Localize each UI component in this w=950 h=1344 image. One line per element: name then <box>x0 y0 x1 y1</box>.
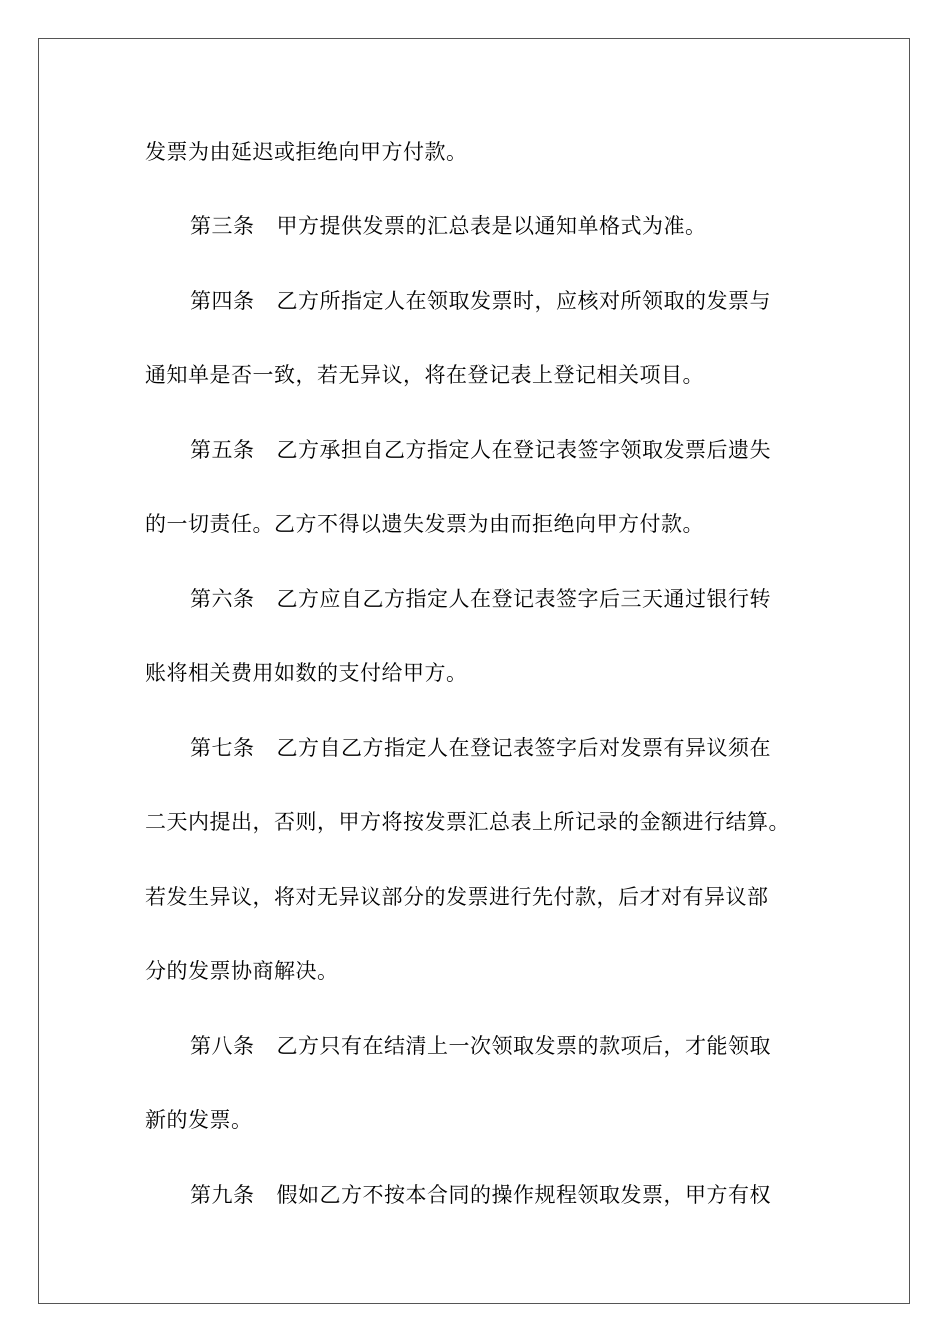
text-line <box>145 882 825 912</box>
text-line <box>145 1105 825 1135</box>
line-text: 假如乙方不按本合同的操作规程领取发票，甲方有权 <box>276 1183 771 1207</box>
text-line <box>145 956 825 986</box>
text-line <box>145 509 825 539</box>
article-line <box>190 1180 870 1210</box>
line-text: 乙方自乙方指定人在登记表签字后对发票有异议须在 <box>276 736 771 760</box>
line-text: 发票为由延迟或拒绝向甲方付款。 <box>145 140 468 164</box>
text-line <box>145 658 825 688</box>
line-text: 若发生异议，将对无异议部分的发票进行先付款，后才对有异议部 <box>145 885 769 909</box>
line-text: 通知单是否一致，若无异议，将在登记表上登记相关项目。 <box>145 363 704 387</box>
article-line <box>190 733 870 763</box>
line-text: 的一切责任。乙方不得以遗失发票为由而拒绝向甲方付款。 <box>145 512 704 536</box>
article-line <box>190 584 870 614</box>
line-text: 甲方提供发票的汇总表是以通知单格式为准。 <box>276 214 707 238</box>
article-number: 第四条 <box>190 289 255 313</box>
line-text: 新的发票。 <box>145 1108 253 1132</box>
article-number: 第七条 <box>190 736 255 760</box>
line-text: 乙方应自乙方指定人在登记表签字后三天通过银行转 <box>276 587 771 611</box>
line-text: 账将相关费用如数的支付给甲方。 <box>145 661 468 685</box>
article-number: 第八条 <box>190 1034 255 1058</box>
line-text: 分的发票协商解决。 <box>145 959 339 983</box>
article-line <box>190 286 870 316</box>
article-line <box>190 435 870 465</box>
text-line <box>145 807 825 837</box>
line-text: 乙方承担自乙方指定人在登记表签字领取发票后遗失 <box>276 438 771 462</box>
line-text: 二天内提出，否则，甲方将按发票汇总表上所记录的金额进行结算。 <box>145 810 790 834</box>
article-line <box>190 1031 870 1061</box>
line-text: 乙方只有在结清上一次领取发票的款项后，才能领取 <box>276 1034 771 1058</box>
article-number: 第六条 <box>190 587 255 611</box>
article-number: 第五条 <box>190 438 255 462</box>
line-text: 乙方所指定人在领取发票时，应核对所领取的发票与 <box>276 289 771 313</box>
article-number: 第三条 <box>190 214 255 238</box>
text-line <box>145 137 825 167</box>
article-line <box>190 211 870 241</box>
text-line <box>145 360 825 390</box>
article-number: 第九条 <box>190 1183 255 1207</box>
